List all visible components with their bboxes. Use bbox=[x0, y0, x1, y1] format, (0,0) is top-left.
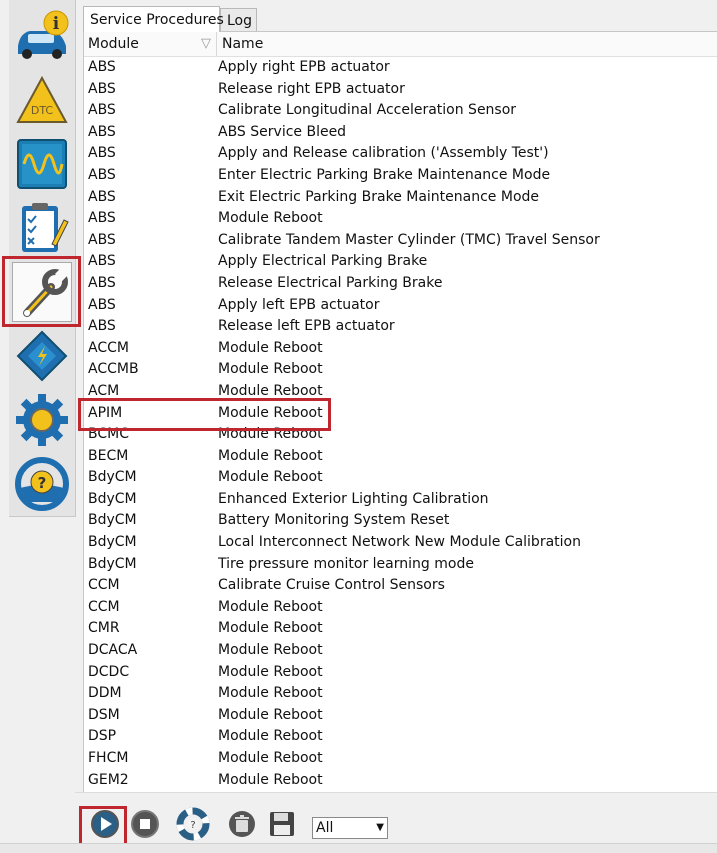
table-row[interactable] bbox=[84, 640, 717, 662]
table-row[interactable] bbox=[84, 662, 717, 684]
row-module: BdyCM bbox=[88, 555, 137, 572]
save-button[interactable] bbox=[265, 807, 299, 841]
row-module: DCACA bbox=[88, 642, 138, 659]
table-row[interactable] bbox=[84, 122, 717, 144]
tool-rail bbox=[9, 0, 76, 517]
procedures-table bbox=[83, 31, 717, 792]
table-row[interactable] bbox=[84, 316, 717, 338]
table-row[interactable] bbox=[84, 143, 717, 165]
table-row[interactable] bbox=[84, 295, 717, 317]
row-module: BdyCM bbox=[88, 534, 137, 551]
row-module: DDM bbox=[88, 685, 122, 702]
row-module: ABS bbox=[88, 318, 116, 335]
row-procedure-name: Module Reboot bbox=[218, 706, 323, 723]
tab-log[interactable]: Log bbox=[220, 8, 257, 31]
table-row[interactable] bbox=[84, 748, 717, 770]
trash-icon bbox=[225, 807, 259, 841]
wrench-icon bbox=[13, 263, 73, 323]
table-row[interactable] bbox=[84, 770, 717, 792]
table-row[interactable] bbox=[84, 532, 717, 554]
row-procedure-name: Module Reboot bbox=[218, 382, 323, 399]
row-module: CMR bbox=[88, 620, 120, 637]
row-procedure-name: Enhanced Exterior Lighting Calibration bbox=[218, 490, 489, 507]
run-button[interactable] bbox=[88, 807, 122, 841]
help-button[interactable] bbox=[12, 454, 72, 514]
play-icon bbox=[88, 807, 122, 841]
table-row[interactable] bbox=[84, 338, 717, 360]
table-body bbox=[84, 57, 717, 792]
settings-gear-icon bbox=[12, 390, 72, 450]
row-module: ABS bbox=[88, 210, 116, 227]
svg-text:i: i bbox=[52, 14, 60, 34]
table-row[interactable] bbox=[84, 165, 717, 187]
settings-button[interactable] bbox=[12, 390, 72, 450]
row-procedure-name: Enter Electric Parking Brake Maintenance Mode bbox=[218, 166, 551, 183]
row-module: ABS bbox=[88, 231, 116, 248]
row-module: BdyCM bbox=[88, 490, 137, 507]
table-row[interactable] bbox=[84, 79, 717, 101]
row-procedure-name: Module Reboot bbox=[218, 447, 323, 464]
table-row[interactable] bbox=[84, 618, 717, 640]
row-procedure-name: Module Reboot bbox=[218, 620, 323, 637]
row-procedure-name: Module Reboot bbox=[218, 426, 323, 443]
row-module: ABS bbox=[88, 188, 116, 205]
table-row[interactable] bbox=[84, 359, 717, 381]
oscilloscope-button[interactable] bbox=[12, 134, 72, 194]
row-procedure-name: Release left EPB actuator bbox=[218, 318, 395, 335]
module-chip-icon bbox=[12, 326, 72, 386]
row-procedure-name: Calibrate Tandem Master Cylinder (TMC) Travel Sensor bbox=[218, 231, 600, 248]
svg-text:?: ? bbox=[190, 820, 196, 831]
row-procedure-name: Exit Electric Parking Brake Maintenance Mode bbox=[218, 188, 540, 205]
table-row[interactable] bbox=[84, 381, 717, 403]
table-row[interactable] bbox=[84, 467, 717, 489]
row-procedure-name: Module Reboot bbox=[218, 598, 323, 615]
row-module: ABS bbox=[88, 145, 116, 162]
table-row[interactable] bbox=[84, 554, 717, 576]
checklist-icon bbox=[12, 198, 72, 258]
vehicle-info-icon bbox=[12, 6, 72, 66]
row-module: DCDC bbox=[88, 663, 130, 680]
procedure-filter-value: All bbox=[316, 820, 334, 836]
modules-button[interactable] bbox=[12, 326, 72, 386]
row-procedure-name: Module Reboot bbox=[218, 685, 323, 702]
row-procedure-name: Module Reboot bbox=[218, 663, 323, 680]
service-procedures-button[interactable] bbox=[12, 262, 72, 322]
row-procedure-name: Module Reboot bbox=[218, 339, 323, 356]
row-module: ABS bbox=[88, 274, 116, 291]
table-row[interactable] bbox=[84, 403, 717, 425]
row-procedure-name: Module Reboot bbox=[218, 771, 323, 788]
row-procedure-name: Battery Monitoring System Reset bbox=[218, 512, 450, 529]
row-module: BECM bbox=[88, 447, 129, 464]
oscilloscope-icon bbox=[12, 134, 72, 194]
svg-text:DTC: DTC bbox=[30, 104, 54, 117]
svg-text:?: ? bbox=[37, 474, 47, 492]
table-row[interactable] bbox=[84, 251, 717, 273]
row-module: ACM bbox=[88, 382, 120, 399]
row-procedure-name: Tire pressure monitor learning mode bbox=[218, 555, 474, 572]
row-module: BCMC bbox=[88, 426, 129, 443]
row-procedure-name: Module Reboot bbox=[218, 469, 323, 486]
row-module: ABS bbox=[88, 59, 116, 75]
row-procedure-name: Apply left EPB actuator bbox=[218, 296, 380, 313]
row-procedure-name: Module Reboot bbox=[218, 361, 323, 378]
table-row[interactable] bbox=[84, 726, 717, 748]
table-row[interactable] bbox=[84, 510, 717, 532]
dtc-icon bbox=[12, 70, 72, 130]
row-procedure-name: Calibrate Cruise Control Sensors bbox=[218, 577, 445, 594]
row-procedure-name: ABS Service Bleed bbox=[218, 123, 347, 140]
row-module: CCM bbox=[88, 598, 120, 615]
lifebuoy-icon bbox=[176, 807, 210, 841]
row-procedure-name: Module Reboot bbox=[218, 210, 323, 227]
row-module: BdyCM bbox=[88, 469, 137, 486]
table-row[interactable] bbox=[84, 705, 717, 727]
row-module: ABS bbox=[88, 296, 116, 313]
sort-indicator-icon: ▽ bbox=[201, 36, 211, 51]
table-row[interactable] bbox=[84, 208, 717, 230]
column-header-module-label: Module bbox=[88, 36, 139, 52]
table-row[interactable] bbox=[84, 57, 717, 79]
dropdown-arrow-icon: ▼ bbox=[376, 822, 384, 833]
row-module: ABS bbox=[88, 123, 116, 140]
row-procedure-name: Calibrate Longitudinal Acceleration Sensor bbox=[218, 102, 517, 119]
table-row[interactable] bbox=[84, 187, 717, 209]
table-row[interactable] bbox=[84, 575, 717, 597]
row-module: DSP bbox=[88, 728, 117, 745]
row-procedure-name: Module Reboot bbox=[218, 750, 323, 766]
table-row[interactable] bbox=[84, 683, 717, 705]
row-module: FHCM bbox=[88, 750, 129, 766]
row-procedure-name: Apply Electrical Parking Brake bbox=[218, 253, 428, 270]
table-row[interactable] bbox=[84, 273, 717, 295]
row-module: ABS bbox=[88, 80, 116, 97]
row-procedure-name: Release right EPB actuator bbox=[218, 80, 405, 97]
column-header-module[interactable] bbox=[84, 32, 217, 56]
row-module: CCM bbox=[88, 577, 120, 594]
help-steering-wheel-icon bbox=[12, 454, 72, 514]
row-procedure-name: Module Reboot bbox=[218, 642, 323, 659]
row-procedure-name: Release Electrical Parking Brake bbox=[218, 274, 443, 291]
column-header-name[interactable]: Name bbox=[222, 36, 264, 52]
row-module: BdyCM bbox=[88, 512, 137, 529]
row-module: DSM bbox=[88, 706, 120, 723]
table-row[interactable] bbox=[84, 489, 717, 511]
help-procedure-button[interactable] bbox=[176, 807, 210, 841]
clear-button[interactable] bbox=[225, 807, 259, 841]
table-header bbox=[84, 32, 717, 57]
table-row[interactable] bbox=[84, 100, 717, 122]
procedure-filter-select[interactable] bbox=[312, 817, 388, 839]
stop-icon bbox=[128, 807, 162, 841]
procedure-toolbar bbox=[75, 792, 717, 843]
tab-service-procedures[interactable]: Service Procedures bbox=[83, 6, 220, 32]
stop-button[interactable] bbox=[128, 807, 162, 841]
row-procedure-name: Module Reboot bbox=[218, 728, 323, 745]
save-icon bbox=[265, 807, 299, 841]
row-procedure-name: Apply and Release calibration ('Assembly Test') bbox=[218, 145, 549, 162]
checklist-button[interactable] bbox=[12, 198, 72, 258]
row-procedure-name: Local Interconnect Network New Module Calibration bbox=[218, 534, 581, 551]
row-module: ABS bbox=[88, 102, 116, 119]
dtc-button[interactable] bbox=[12, 70, 72, 130]
row-module: ACCM bbox=[88, 339, 129, 356]
row-procedure-name: Apply right EPB actuator bbox=[218, 59, 390, 75]
row-module: ABS bbox=[88, 166, 116, 183]
row-module: APIM bbox=[88, 404, 123, 421]
row-procedure-name: Module Reboot bbox=[218, 404, 323, 421]
table-row[interactable] bbox=[84, 597, 717, 619]
row-module: ABS bbox=[88, 253, 116, 270]
table-row[interactable] bbox=[84, 446, 717, 468]
table-row[interactable] bbox=[84, 230, 717, 252]
vehicle-info-button[interactable] bbox=[12, 6, 72, 66]
row-module: ACCMB bbox=[88, 361, 139, 378]
row-module: GEM2 bbox=[88, 771, 129, 788]
table-row[interactable] bbox=[84, 424, 717, 446]
